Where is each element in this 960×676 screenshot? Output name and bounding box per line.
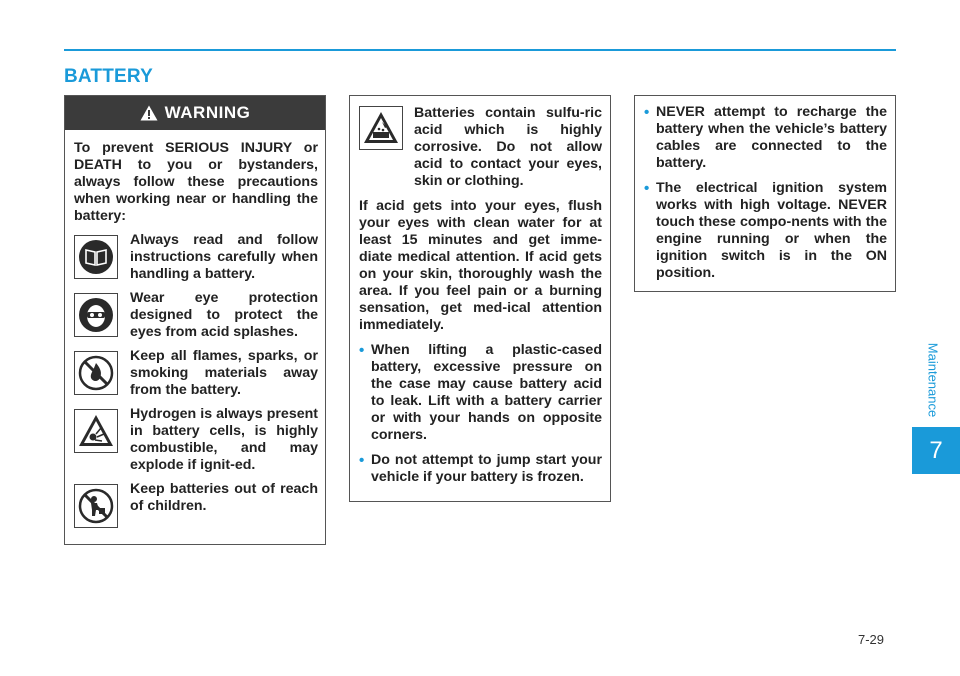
- warning-item-text: Keep all flames, sparks, or smoking materials away from the battery.: [130, 348, 318, 398]
- bullet-dot: •: [644, 180, 650, 197]
- warning-item-text: Hydrogen is always present in battery cells, is highly combustible, and may explode if ignit-ed.: [130, 406, 318, 473]
- manual-book-icon: [74, 235, 118, 279]
- bullet-dot: •: [359, 452, 365, 469]
- warning-item: [74, 406, 318, 474]
- explosion-hazard-icon: [74, 409, 118, 453]
- acid-warning-box: [349, 95, 611, 502]
- acid-bullet-text: When lifting a plastic-cased battery, excessive pressure on the case may cause battery acid to leak. Lift with a battery carrier or with your hands on opposite corners.: [371, 342, 602, 443]
- chapter-label-text: Maintenance: [925, 342, 941, 418]
- warning-item-text: Keep batteries out of reach of children.: [130, 481, 318, 514]
- chapter-tab: [912, 427, 960, 474]
- warning-header: [65, 96, 325, 130]
- warning-triangle-icon: [140, 105, 158, 121]
- acid-bullet: [359, 342, 602, 444]
- warning-item-text: Always read and follow instructions carefully when handling a battery.: [130, 232, 318, 282]
- corrosive-hazard-icon: [359, 106, 403, 150]
- right-bullet-text: NEVER attempt to recharge the battery when the vehicle’s battery cables are connected to the battery.: [656, 104, 887, 171]
- warning-intro: To prevent SERIOUS INJURY or DEATH to you or bystanders, always follow these precautions when working near or handling the battery:: [74, 140, 318, 224]
- recharge-warning-box: [634, 95, 896, 292]
- right-bullet: [644, 180, 887, 282]
- warning-item: [74, 290, 318, 341]
- warning-item: [74, 348, 318, 399]
- no-flame-icon: [74, 351, 118, 395]
- warning-item-text: Wear eye protection designed to protect the eyes from acid splashes.: [130, 290, 318, 340]
- warning-header-text: WARNING: [164, 103, 251, 122]
- acid-bullet-text: Do not attempt to jump start your vehicle if your battery is frozen.: [371, 452, 602, 485]
- acid-paragraph: If acid gets into your eyes, flush your eyes with clean water for at least 15 minutes and get imme-diate medical attention. If acid gets on your skin, thoroughly wash the area. If you feel pain or a burning sensation, get med-ical attention immediately.: [359, 198, 602, 333]
- warning-item: [74, 232, 318, 283]
- page-number: 7-29: [858, 632, 885, 647]
- chapter-number: 7: [929, 436, 943, 464]
- acid-bullet: [359, 452, 602, 486]
- acid-top: [359, 105, 602, 190]
- keep-away-children-icon: [74, 484, 118, 528]
- right-bullet-text: The electrical ignition system works with high voltage. NEVER touch these compo-nents with the engine running or when the ignition switch is in the ON position.: [656, 180, 887, 281]
- chapter-side-label: [920, 340, 946, 420]
- warning-item: [74, 481, 318, 528]
- top-rule: [64, 49, 896, 51]
- bullet-dot: •: [359, 342, 365, 359]
- right-bullet: [644, 104, 887, 172]
- acid-top-text: Batteries contain sulfu-ric acid which is highly corrosive. Do not allow acid to contact your eyes, skin or clothing.: [414, 105, 602, 189]
- eye-protection-icon: [74, 293, 118, 337]
- warning-box: [64, 95, 326, 545]
- bullet-dot: •: [644, 104, 650, 121]
- section-title: BATTERY: [64, 66, 154, 87]
